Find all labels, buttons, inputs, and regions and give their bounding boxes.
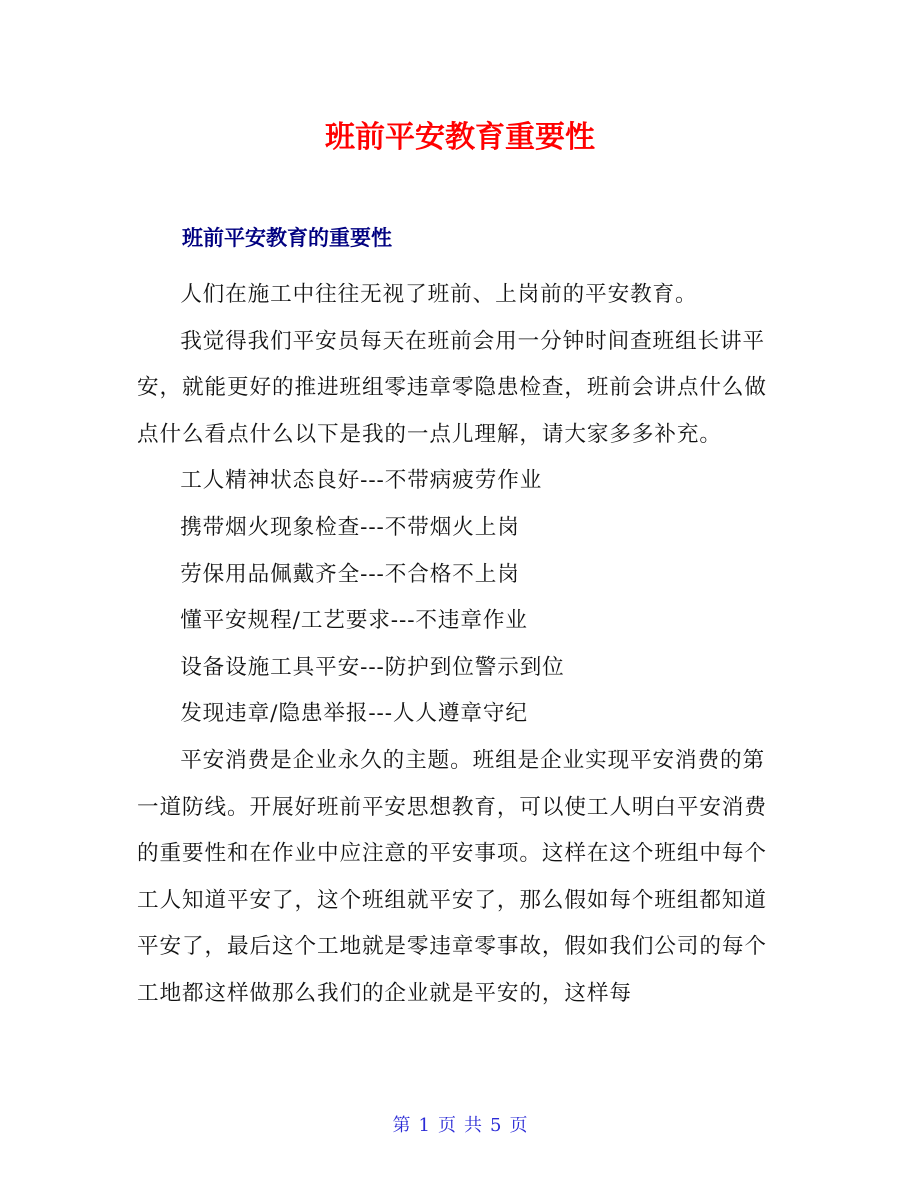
list-line: 劳保用品佩戴齐全---不合格不上岗 bbox=[180, 561, 520, 587]
section-heading: 班前平安教育的重要性 bbox=[182, 226, 392, 250]
total-pages: 5 bbox=[490, 1115, 502, 1136]
document-title: 班前平安教育重要性 bbox=[325, 120, 595, 155]
list-line: 发现违章/隐患举报---人人遵章守纪 bbox=[180, 701, 528, 727]
footer-page-unit: 页 bbox=[438, 1115, 456, 1136]
footer-prefix: 第 bbox=[392, 1115, 411, 1136]
list-line: 懂平安规程/工艺要求---不违章作业 bbox=[180, 608, 528, 634]
paragraph: 人们在施工中往往无视了班前、上岗前的平安教育。 bbox=[180, 282, 698, 307]
list-line: 携带烟火现象检查---不带烟火上岗 bbox=[180, 514, 520, 540]
page-footer bbox=[0, 1113, 920, 1139]
list-line: 设备设施工具平安---防护到位警示到位 bbox=[180, 654, 565, 680]
document-body bbox=[137, 272, 785, 1018]
page-number: 1 bbox=[418, 1115, 430, 1136]
footer-total-prefix: 共 bbox=[464, 1115, 482, 1136]
list-line: 工人精神状态良好---不带病疲劳作业 bbox=[180, 468, 543, 494]
footer-total-unit: 页 bbox=[509, 1115, 528, 1136]
paragraph: 平安消费是企业永久的主题。班组是企业实现平安消费的第一道防线。开展好班前平安思想教育，可以使工人明白平安消费的重要性和在作业中应注意的平安事项。这样在这个班组中每个工人知道平安了，这个班组就平安了，那么假如每个班组都知道平安了，最后这个工地就是零违章零事故，假如我们公司的每个工地都这样做那么我们的企业就是平安的，这样每 bbox=[137, 747, 767, 1006]
paragraph: 我觉得我们平安员每天在班前会用一分钟时间查班组长讲平安，就能更好的推进班组零违章零隐患检查，班前会讲点什么做点什么看点什么以下是我的一点儿理解，请大家多多补充。 bbox=[137, 328, 767, 447]
